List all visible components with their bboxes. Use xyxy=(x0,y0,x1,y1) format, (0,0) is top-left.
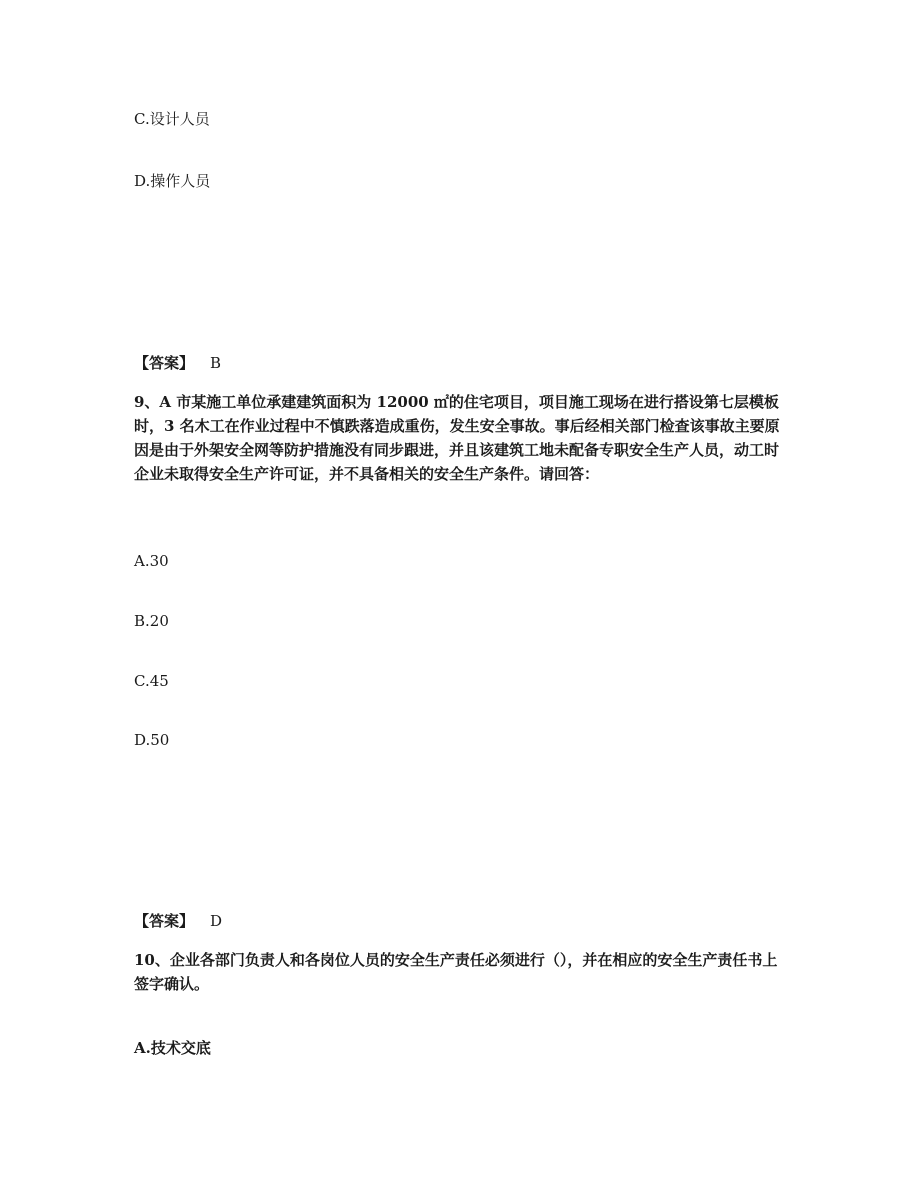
answer-label: 【答案】 xyxy=(134,354,195,372)
option-b: B.20 xyxy=(134,612,169,630)
answer-label: 【答案】 xyxy=(134,912,195,930)
answer-block xyxy=(134,910,222,933)
question-10-text: 10、企业各部门负责人和各岗位人员的安全生产责任必须进行（），并在相应的安全生产责任书上签字确认。 xyxy=(134,951,778,993)
option-a: A.技术交底 xyxy=(134,1039,211,1057)
answer-block xyxy=(134,352,221,375)
option-c: C.45 xyxy=(134,672,169,690)
option-d: D.50 xyxy=(134,731,170,749)
option-a: A.30 xyxy=(134,552,169,570)
option-d: D.操作人员 xyxy=(134,172,211,190)
answer-value: B xyxy=(210,354,222,372)
answer-value: D xyxy=(210,912,223,930)
option-c: C.设计人员 xyxy=(134,110,210,128)
question-9-text: 9、A 市某施工单位承建建筑面积为 12000 ㎡的住宅项目，项目施工现场在进行搭设第七层模板时，3 名木工在作业过程中不慎跌落造成重伤，发生安全事故。事后经相关部门检查该事故主要原因是由于外架安全网等防护措施没有同步跟进，并且该建筑工地未配备专职安全生产人员，动工时企业未取得安全生产许可证，并不具备相关的安全生产条件。请回答： xyxy=(134,393,780,483)
